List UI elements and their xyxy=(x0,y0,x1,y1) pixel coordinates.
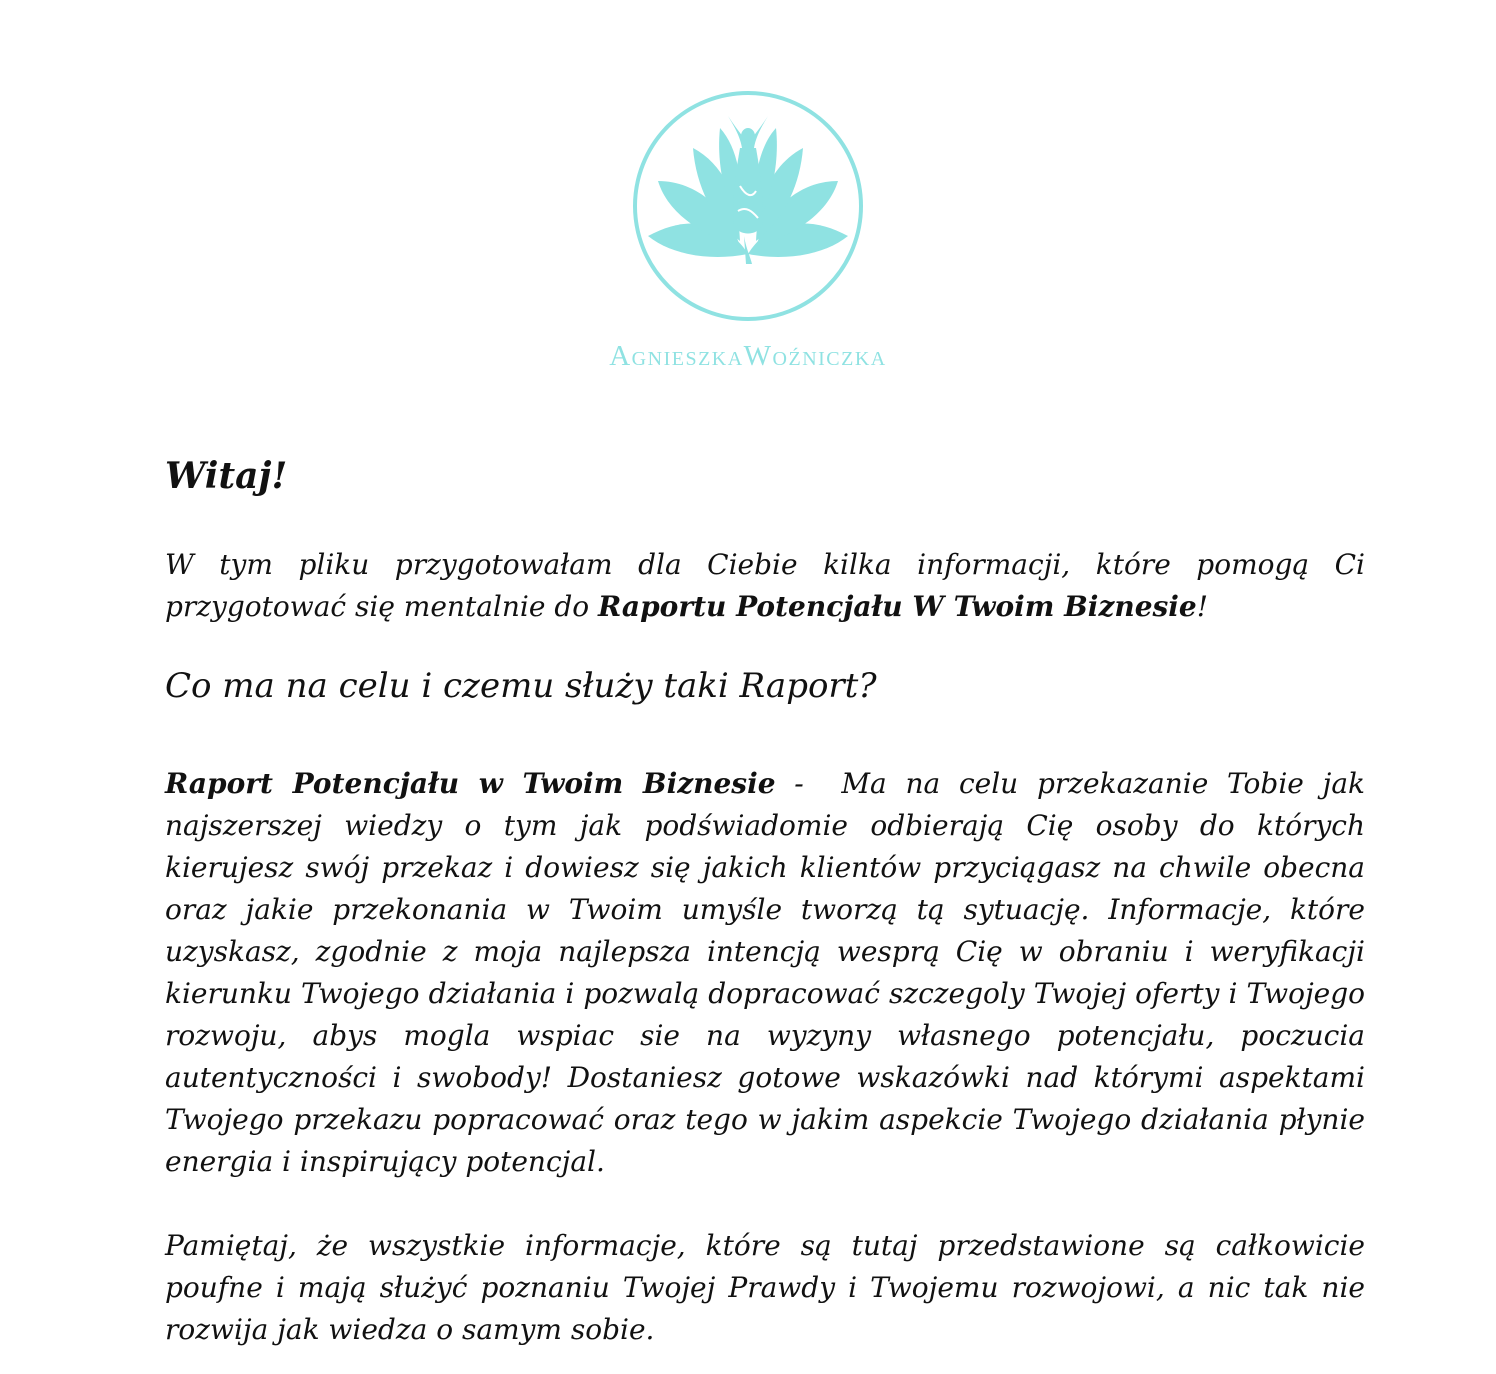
intro-suffix: ! xyxy=(1196,590,1208,624)
intro-text: W tym pliku przygotowałam dla Ciebie kilka informacji, które pomogą Ci przygotować się mentalnie do xyxy=(165,548,1365,624)
intro-bold-title: Raportu Potencjału W Twoim Biznesie xyxy=(598,590,1197,624)
report-text: Ma na celu przekazanie Tobie jak najszerszej wiedzy o tym jak podświadomie odbierają Cię osoby do których kierujesz swój przekaz i dowiesz się jakich klientów przyciągasz na chwile obecna oraz jakie przekonania w Twoim umyśle tworzą tą sytuację. Informacje, które uzyskasz, zgodnie z moja najlepsza intencją wesprą Cię w obraniu i weryfikacji kierunku Twojego działania i pozwalą dopracować szczegoly Twojej oferty i Twojego rozwoju, abys mogla wspiac sie na wyzyny własnego potencjału, poczucia autentyczności i swobody! Dostaniesz gotowe wskazówki nad którymi aspektami Twojego przekazu popracować oraz tego w jakim aspekcie Twojego działania płynie energia i inspirujący potencjal. xyxy=(165,766,1365,1178)
closing-paragraph: Pamiętaj, że wszystkie informacje, które są tutaj przedstawione są całkowicie poufne i mają służyć poznaniu Twojej Prawdy i Twojemu rozwojowi, a nic tak nie rozwija jak wiedza o samym sobie. xyxy=(165,1228,1365,1346)
intro-paragraph xyxy=(165,544,1365,628)
question-heading: Co ma na celu i czemu służy taki Raport? xyxy=(165,666,877,707)
brand-name: AgnieszkaWoźniczka xyxy=(609,340,887,372)
logo xyxy=(0,86,1496,326)
report-separator: - xyxy=(775,766,842,800)
report-bold-title: Raport Potencjału w Twoim Biznesie xyxy=(165,766,776,800)
paragraph-gap xyxy=(165,1183,1365,1225)
greeting-heading: Witaj! xyxy=(165,455,288,497)
document-body xyxy=(165,455,1365,1351)
report-paragraph xyxy=(165,763,1365,1183)
lotus-with-woman-icon xyxy=(628,86,868,326)
